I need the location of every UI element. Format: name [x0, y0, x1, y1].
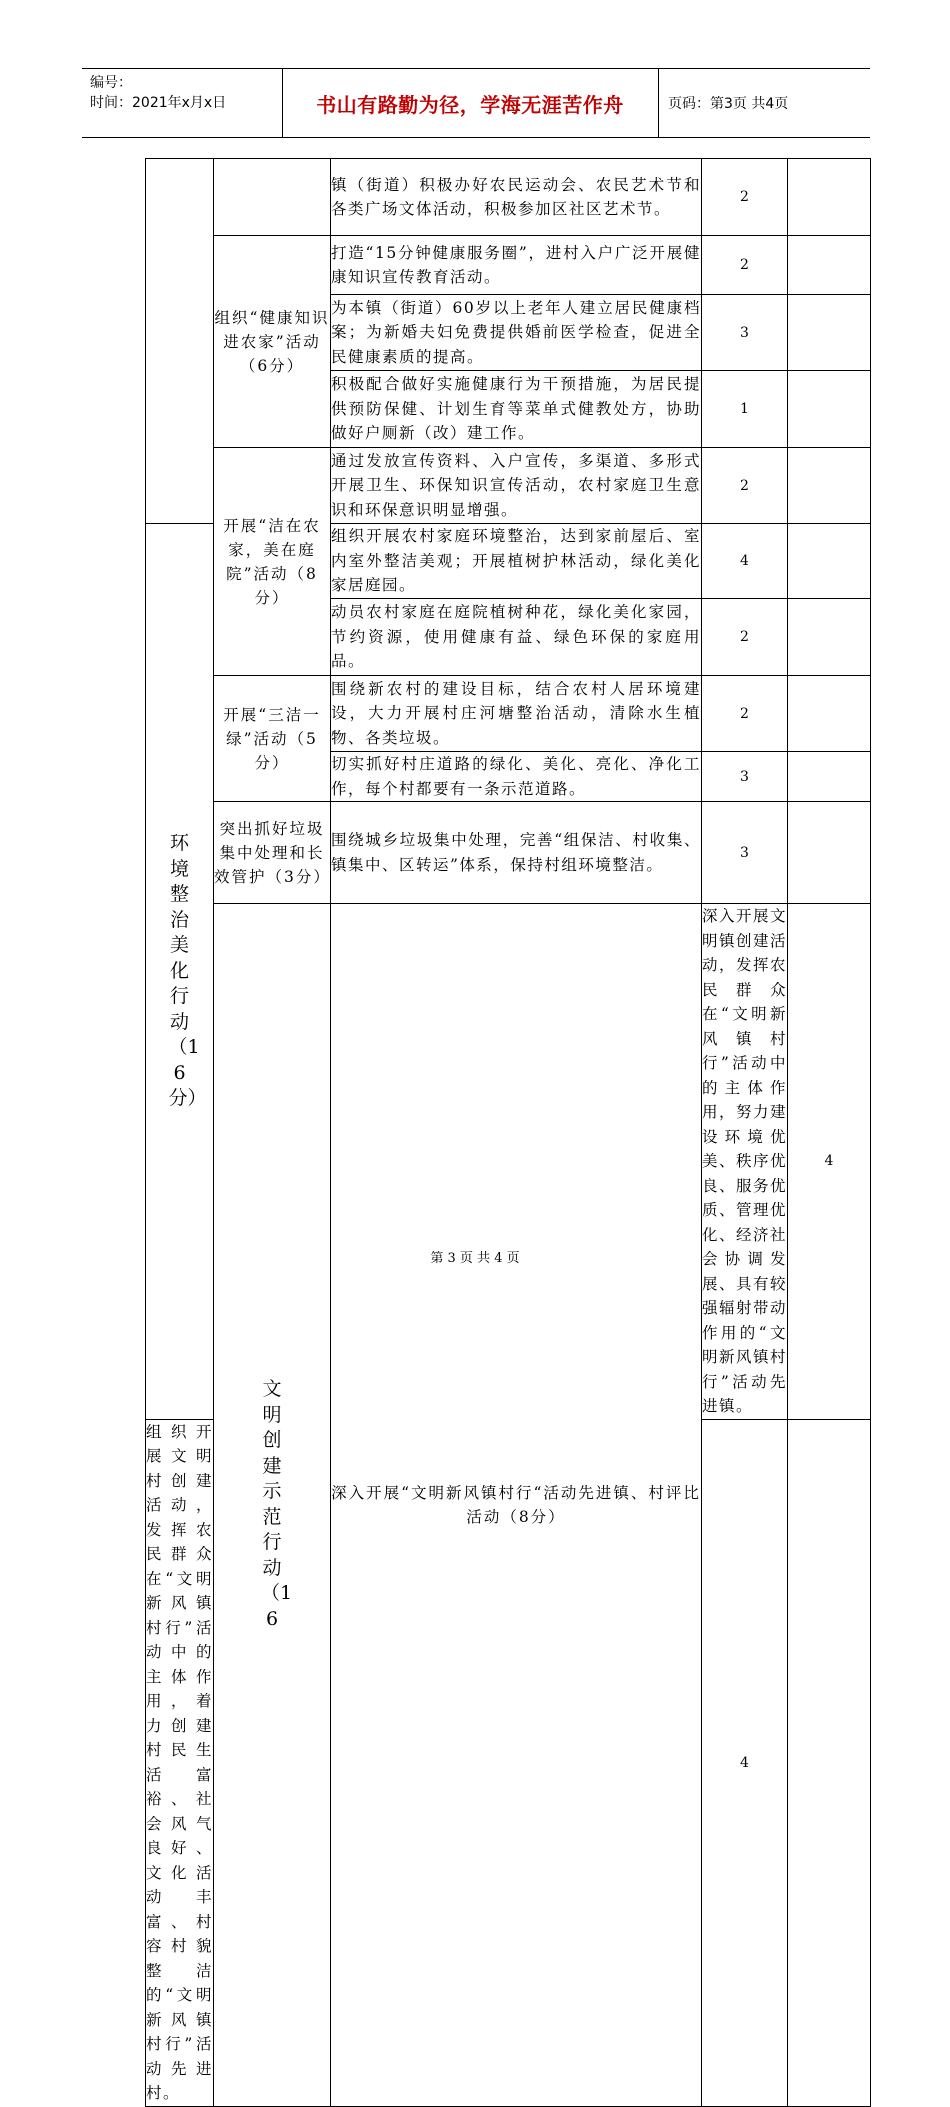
item-description: 积极配合做好实施健康行为干预措施，为居民提供预防保健、计划生育等菜单式健教处方，协助做好户厕新（改）建工作。: [331, 371, 702, 448]
subcategory-cell: 深入开展“文明新风镇村行“活动先进镇、村评比活动（8分）: [331, 904, 702, 2107]
time-label: 时间：2021年x月x日: [90, 95, 227, 111]
item-score: 3: [702, 295, 788, 371]
category-cell: [146, 524, 214, 1420]
item-description: 深入开展文明镇创建活动，发挥农民群众在“文明新风镇村行”活动中的主体作用，努力建设环境优美、秩序优良、服务优质、管理优化、经济社会协调发展、具有较强辐射带动作用的“文明新风镇村行”活动先进镇。: [702, 904, 788, 1420]
item-description: 为本镇（街道）60岁以上老年人建立居民健康档案；为新婚夫妇免费提供婚前医学检查，促进全民健康素质的提高。: [331, 295, 702, 371]
table-row: [146, 159, 871, 236]
header-meta: [90, 73, 226, 113]
evaluation-table: [145, 158, 871, 2107]
item-score: 2: [702, 159, 788, 236]
item-score: 2: [702, 448, 788, 524]
item-description: 围绕城乡垃圾集中处理，完善“组保洁、村收集、镇集中、区转运”体系，保持村组环境整洁。: [331, 802, 702, 904]
item-score: 4: [702, 1419, 788, 2106]
remarks-cell: [788, 802, 871, 904]
table-row: [146, 904, 871, 1420]
item-score: 4: [788, 904, 871, 1420]
remarks-cell: [788, 236, 871, 295]
table-row: [146, 802, 871, 904]
item-score: 3: [702, 802, 788, 904]
header-divider: [658, 69, 659, 137]
table-row: [146, 676, 871, 752]
header-page-label: 页码：第3页 共4页: [668, 96, 789, 112]
item-description: 切实抓好村庄道路的绿化、美化、亮化、净化工作，每个村都要有一条示范道路。: [331, 752, 702, 802]
item-description: 围绕新农村的建设目标，结合农村人居环境建设，大力开展村庄河塘整治活动，清除水生植物、各类垃圾。: [331, 676, 702, 752]
remarks-cell: [788, 295, 871, 371]
item-description: 组织开展农村家庭环境整治，达到家前屋后、室内室外整洁美观；开展植树护林活动，绿化美化家居庭园。: [331, 524, 702, 599]
remarks-cell: [788, 371, 871, 448]
remarks-cell: [788, 448, 871, 524]
item-description: 通过发放宣传资料、入户宣传，多渠道、多形式开展卫生、环保知识宣传活动，农村家庭卫生意识和环保意识明显增强。: [331, 448, 702, 524]
item-description: 动员农村家庭在庭院植树种花，绿化美化家园，节约资源，使用健康有益、绿色环保的家庭用品。: [331, 599, 702, 676]
item-description: 组织开展文明村创建活动，发挥农民群众在“文明新风镇村行”活动中的主体作用，着力创建村民生活富裕、社会风气良好、文化活动丰富、村容村貌整洁的“文明新风镇村行”活动先进村。: [146, 1419, 214, 2106]
table-row: [146, 448, 871, 524]
category-label: 环境整治美化行动（16分）: [168, 832, 207, 1109]
item-score: 4: [702, 524, 788, 599]
item-score: 2: [702, 599, 788, 676]
subcategory-cell: 开展“三洁一绿”活动（5分）: [214, 676, 331, 802]
remarks-cell: [788, 524, 871, 599]
category-cell: [214, 904, 331, 2107]
subcategory-cell: 组织“健康知识进农家”活动（6分）: [214, 236, 331, 448]
item-description: 打造“15分钟健康服务圈”，进村入户广泛开展健康知识宣传教育活动。: [331, 236, 702, 295]
remarks-cell: [788, 599, 871, 676]
subcategory-cell: 突出抓好垃圾集中处理和长效管护（3分）: [214, 802, 331, 904]
page-footer: 第 3 页 共 4 页: [430, 1251, 520, 1266]
item-score: 2: [702, 236, 788, 295]
table-row: [146, 236, 871, 295]
page-header: [82, 68, 870, 138]
remarks-cell: [788, 159, 871, 236]
remarks-cell: [788, 752, 871, 802]
item-score: 1: [702, 371, 788, 448]
remarks-cell: [788, 676, 871, 752]
category-label: 文明创建示范行动（16: [261, 1378, 293, 1630]
subcategory-cell: 开展“洁在农家，美在庭院”活动（8分）: [214, 448, 331, 676]
header-motto: 书山有路勤为径，学海无涯苦作舟: [316, 92, 624, 117]
item-description: 镇（街道）积极办好农民运动会、农民艺术节和各类广场文体活动，积极参加区社区艺术节。: [331, 159, 702, 236]
remarks-cell: [788, 1419, 871, 2106]
item-score: 2: [702, 676, 788, 752]
category-cell-empty: [146, 159, 214, 524]
item-score: 3: [702, 752, 788, 802]
number-label: 编号：: [90, 75, 132, 91]
subcategory-cell-empty: [214, 159, 331, 236]
